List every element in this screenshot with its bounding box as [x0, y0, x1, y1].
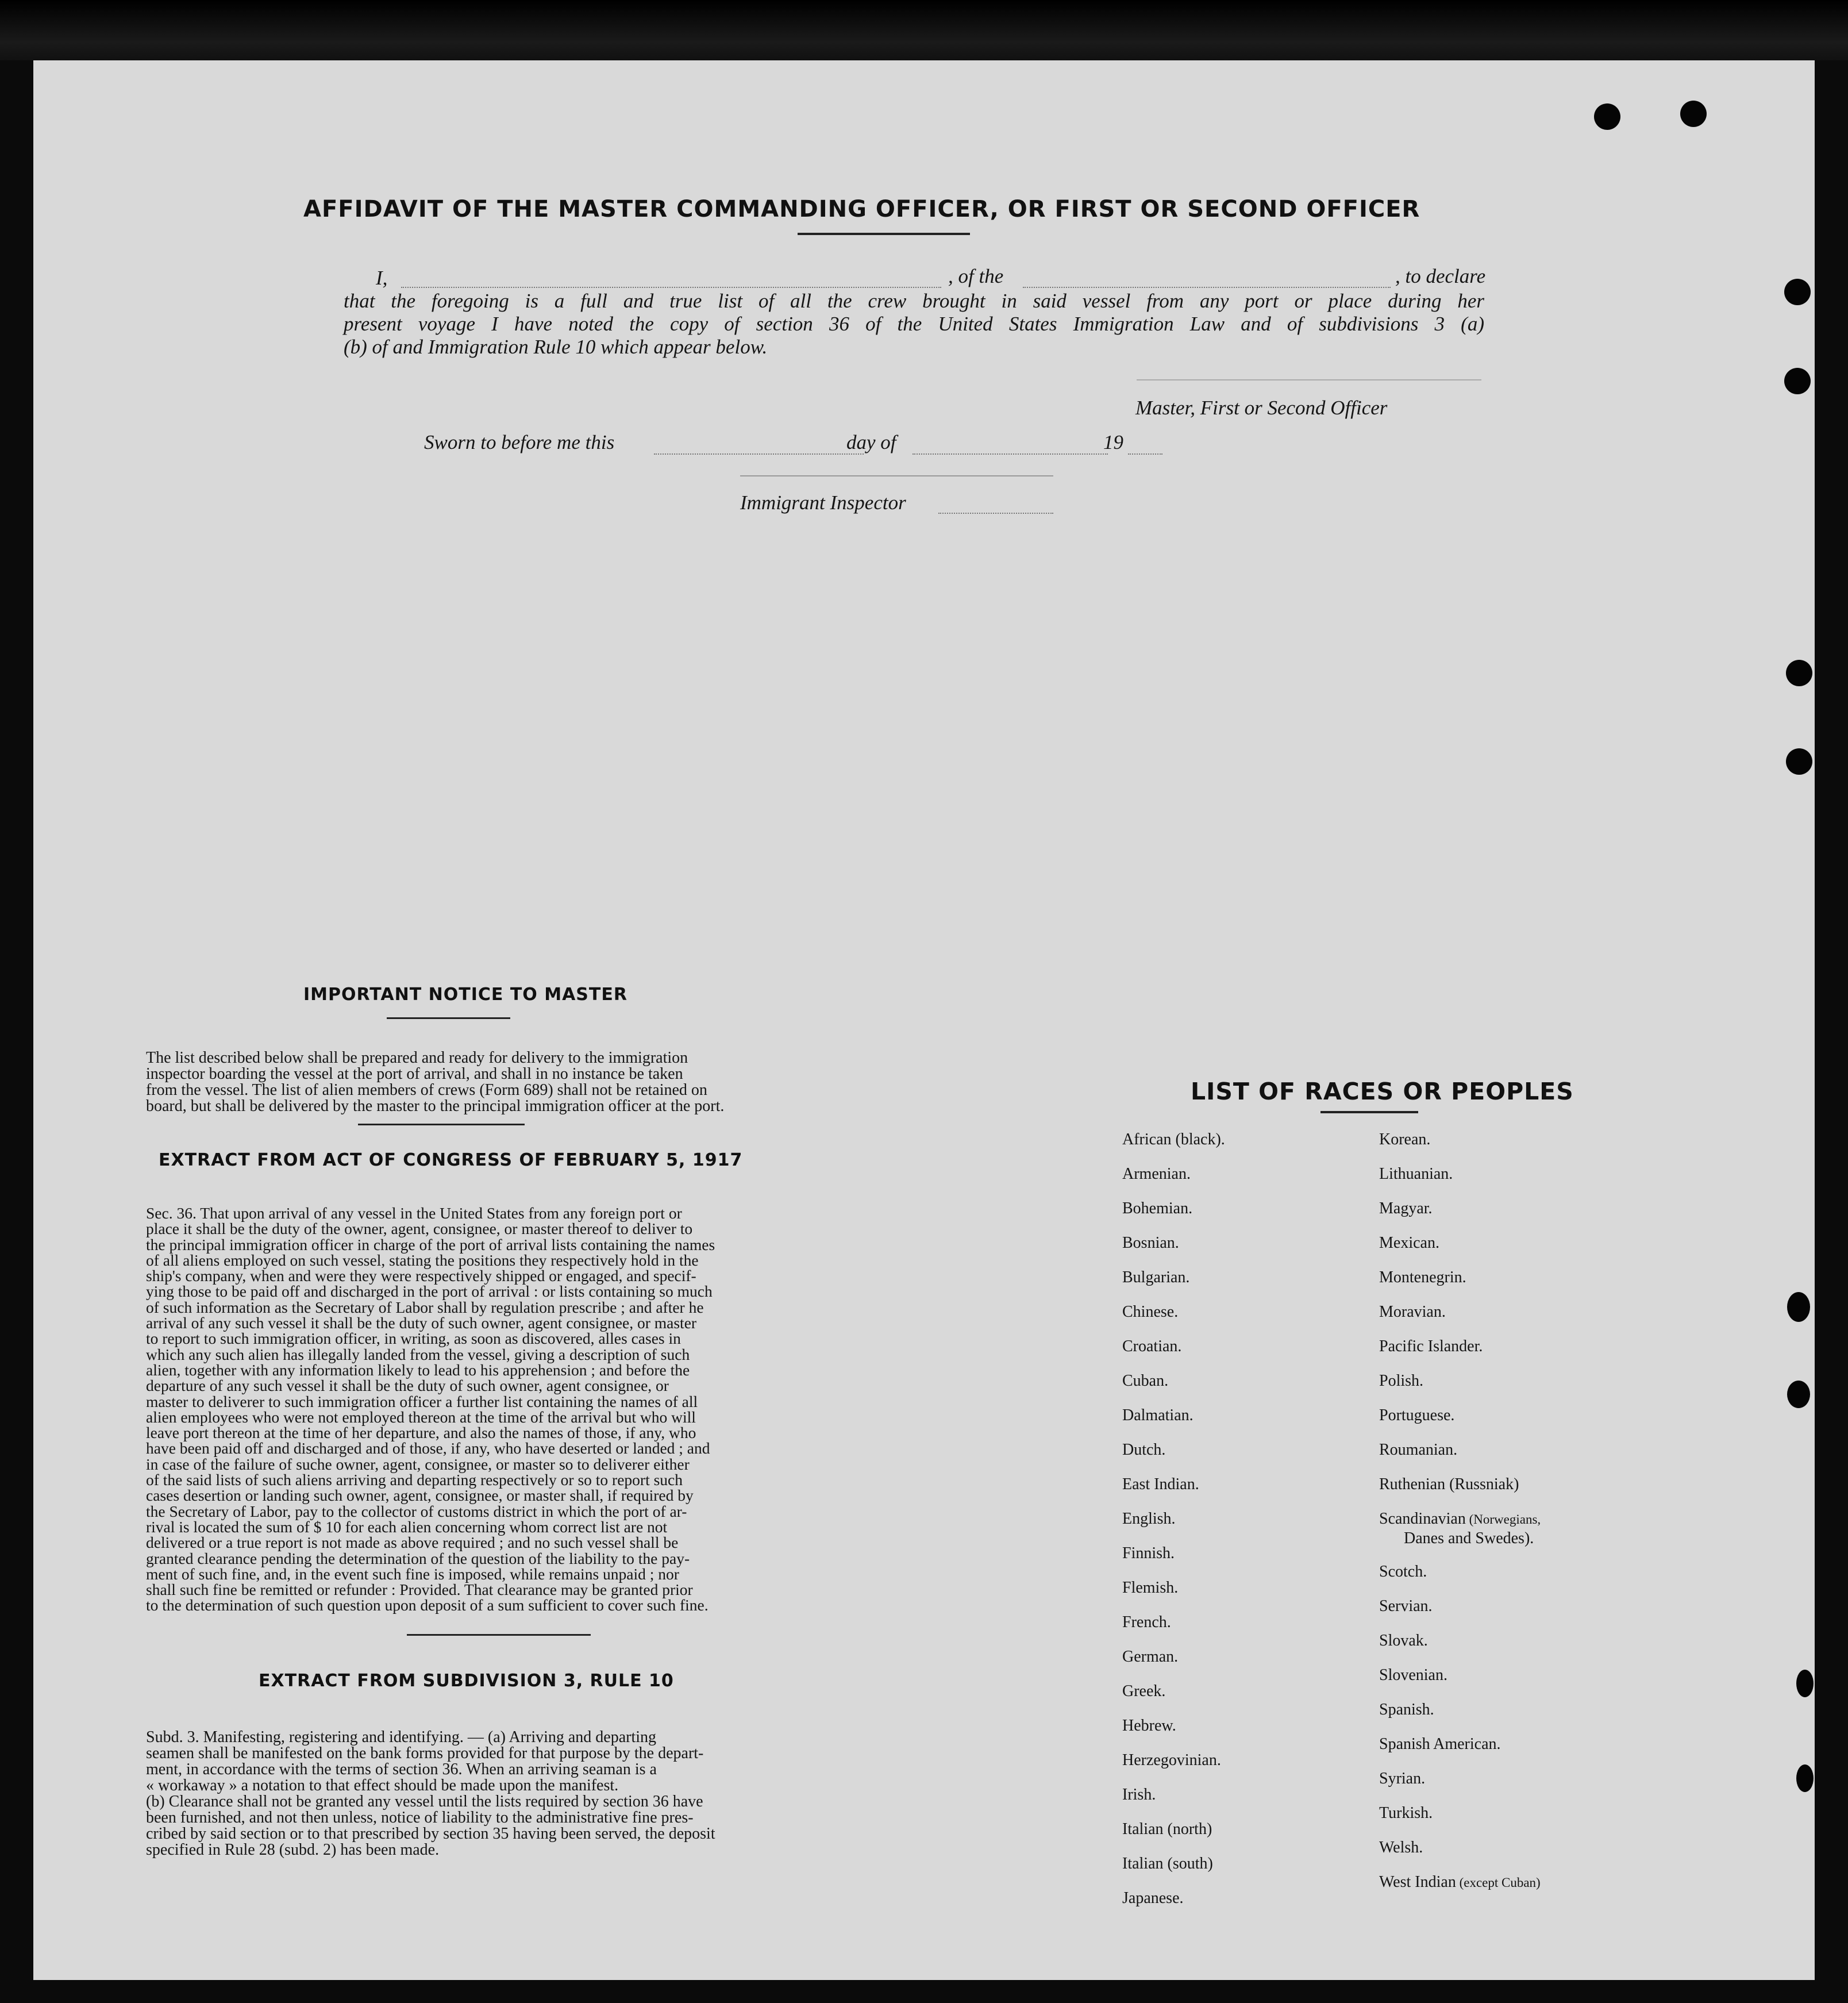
- inspector-label: Immigrant Inspector: [740, 491, 906, 514]
- race-item: Bohemian.: [1122, 1200, 1193, 1217]
- act-line: the Secretary of Labor, pay to the collector of customs district in which the port of ar-: [146, 1502, 687, 1520]
- act-text: [146, 1205, 841, 1613]
- race-item: Finnish.: [1122, 1544, 1175, 1562]
- act-line: rival is located the sum of $ 10 for each alien concerning whom correct list are not: [146, 1517, 668, 1536]
- act-line: departure of any such vessel it shall be the duty of such owner, agent consignee, or: [146, 1377, 669, 1395]
- race-item: Mexican.: [1379, 1234, 1439, 1252]
- day-of-label: day of: [846, 431, 896, 453]
- affidavit-i: I,: [376, 267, 388, 289]
- race-item: Slovak.: [1379, 1632, 1428, 1650]
- binder-hole: [1787, 1292, 1810, 1322]
- race-note: (except Cuban): [1456, 1875, 1541, 1890]
- act-line: of such information as the Secretary of Labor shall by regulation prescribe ; and after he: [146, 1298, 704, 1316]
- year-label: 19: [1103, 431, 1123, 453]
- race-item: Syrian.: [1379, 1770, 1426, 1787]
- race-item: Spanish.: [1379, 1701, 1434, 1718]
- sworn-label: Sworn to before me this: [424, 431, 615, 453]
- act-line: granted clearance pending the determination of the question of the liability to the pay-: [146, 1549, 690, 1567]
- race-item: Korean.: [1379, 1131, 1431, 1148]
- binder-hole: [1796, 1670, 1814, 1697]
- affidavit-line-2: that the foregoing is a full and true list of all the crew brought in said vessel from any port or place during her: [344, 290, 1484, 312]
- act-line: to report to such immigration officer, in writing, as soon as discovered, alles cases in: [146, 1329, 681, 1348]
- race-item: East Indian.: [1122, 1475, 1199, 1493]
- race-item: Polish.: [1379, 1372, 1424, 1390]
- signature-blank[interactable]: [1137, 379, 1481, 380]
- race-item: Spanish American.: [1379, 1735, 1501, 1753]
- document-sheet: [33, 60, 1815, 1980]
- subdivision-line: seamen shall be manifested on the bank forms provided for that purpose by the depart-: [146, 1744, 704, 1762]
- act-line: cases desertion or landing such owner, agent, consignee, or master shall, if required by: [146, 1486, 694, 1505]
- act-line: master to deliverer to such immigration officer a further list containing the names of all: [146, 1392, 698, 1410]
- act-line: to the determination of such question upon deposit of a sum sufficient to cover such fine.: [146, 1596, 709, 1614]
- notice-text: [146, 1050, 841, 1114]
- race-item: Cuban.: [1122, 1372, 1169, 1390]
- act-line: arrival of any such vessel it shall be the duty of such owner, agent consignee, or master: [146, 1314, 697, 1332]
- act-line: ying those to be paid off and discharged in the port of arrival : or lists containing so much: [146, 1282, 713, 1301]
- binder-hole: [1786, 748, 1812, 775]
- act-line: in case of the failure of suche owner, agent, consignee, or master so to deliverer either: [146, 1455, 690, 1473]
- race-item: French.: [1122, 1613, 1171, 1631]
- notice-heading: IMPORTANT NOTICE TO MASTER: [303, 985, 627, 1005]
- race-item: Irish.: [1122, 1786, 1156, 1804]
- subdivision-line: been furnished, and not then unless, notice of liability to the administrative fine pres-: [146, 1809, 694, 1827]
- race-item: Greek.: [1122, 1682, 1166, 1700]
- binder-hole: [1786, 660, 1812, 686]
- race-item: Hebrew.: [1122, 1717, 1176, 1735]
- race-item: Bulgarian.: [1122, 1268, 1190, 1286]
- notice-line: The list described below shall be prepared and ready for delivery to the immigration: [146, 1049, 688, 1067]
- act-line: Sec. 36. That upon arrival of any vessel in the United States from any foreign port or: [146, 1204, 682, 1222]
- binder-hole: [1594, 103, 1620, 130]
- inspector-signature-blank[interactable]: [740, 475, 1053, 476]
- act-line: delivered or a true report is not made as above required ; and no such vessel shall be: [146, 1533, 679, 1552]
- inspector-blank[interactable]: [938, 513, 1053, 514]
- race-item: Lithuanian.: [1379, 1165, 1453, 1183]
- act-line: which any such alien has illegally landed from the vessel, giving a description of such: [146, 1345, 690, 1363]
- act-line: place it shall be the duty of the owner, agent, consignee, or master thereof to deliver to: [146, 1220, 693, 1238]
- subdivision-line: (b) Clearance shall not be granted any vessel until the lists required by section 36 have: [146, 1793, 703, 1810]
- race-note: (Norwegians,: [1465, 1512, 1541, 1527]
- race-item: Dutch.: [1122, 1441, 1166, 1459]
- race-item: Chinese.: [1122, 1303, 1179, 1321]
- act-line: shall such fine be remitted or refunder : Provided. That clearance may be granted prior: [146, 1581, 693, 1599]
- act-line: leave port thereon at the time of her departure, and also the names of those, if any, who: [146, 1424, 696, 1442]
- race-item: German.: [1122, 1648, 1179, 1666]
- race-item: Servian.: [1379, 1597, 1433, 1615]
- race-item: Montenegrin.: [1379, 1268, 1466, 1286]
- act-line: ment of such fine, and, in the event such fine is imposed, while remains unpaid ; nor: [146, 1564, 679, 1583]
- race-item: Moravian.: [1379, 1303, 1446, 1321]
- notice-line: board, but shall be delivered by the master to the principal immigration officer at the port.: [146, 1097, 725, 1115]
- race-item: Magyar.: [1379, 1200, 1433, 1217]
- notice-line: inspector boarding the vessel at the port of arrival, and shall in no instance be taken: [146, 1065, 683, 1083]
- race-item: Herzegovinian.: [1122, 1751, 1221, 1769]
- subdivision-line: cribed by said section or to that prescribed by section 35 having been served, the deposit: [146, 1825, 715, 1843]
- notice-rule: [358, 1124, 525, 1125]
- scan-top-border: [0, 0, 1848, 60]
- race-item: Bosnian.: [1122, 1234, 1179, 1252]
- race-item: Flemish.: [1122, 1579, 1179, 1597]
- act-line: of the said lists of such aliens arriving and departing respectively or so to report such: [146, 1471, 683, 1489]
- subdivision-line: « workaway » a notation to that effect should be made upon the manifest.: [146, 1777, 619, 1794]
- notice-underline: [387, 1017, 510, 1019]
- subdivision-text: [146, 1729, 841, 1858]
- subdivision-line: ment, in accordance with the terms of section 36. When an arriving seaman is a: [146, 1760, 657, 1778]
- race-item: Roumanian.: [1379, 1441, 1458, 1459]
- race-item: Dalmatian.: [1122, 1406, 1194, 1424]
- affidavit-line-3: present voyage I have noted the copy of section 36 of the United States Immigration Law and of subdivisions 3 (a): [344, 313, 1484, 335]
- race-item: Turkish.: [1379, 1804, 1433, 1822]
- binder-hole: [1784, 368, 1811, 394]
- sworn-day-blank[interactable]: [654, 453, 864, 455]
- race-item: English.: [1122, 1510, 1176, 1528]
- signature-label: Master, First or Second Officer: [1135, 397, 1388, 419]
- act-line: alien employees who were not employed thereon at the time of the arrival but who will: [146, 1408, 696, 1426]
- subdivision-heading: EXTRACT FROM SUBDIVISION 3, RULE 10: [259, 1671, 674, 1691]
- race-item: Japanese.: [1122, 1889, 1184, 1907]
- subdivision-line: specified in Rule 28 (subd. 2) has been made.: [146, 1841, 440, 1859]
- act-line: of all aliens employed on such vessel, stating the positions they respectively hold in the: [146, 1251, 699, 1269]
- affidavit-title: AFFIDAVIT OF THE MASTER COMMANDING OFFICER, OR FIRST OR SECOND OFFICER: [303, 196, 1420, 222]
- subdivision-line: Subd. 3. Manifesting, registering and identifying. — (a) Arriving and departing: [146, 1728, 657, 1746]
- of-the-label: , of the: [948, 265, 1004, 287]
- race-item: Slovenian.: [1379, 1666, 1447, 1684]
- races-underline: [1320, 1111, 1418, 1113]
- act-heading: EXTRACT FROM ACT OF CONGRESS OF FEBRUARY 5, 1917: [159, 1150, 743, 1170]
- act-line: ship's company, when and were they were respectively shipped or engaged, and specif-: [146, 1267, 696, 1285]
- race-item: Pacific Islander.: [1379, 1337, 1483, 1355]
- binder-hole: [1680, 101, 1707, 127]
- race-item: Welsh.: [1379, 1839, 1423, 1856]
- race-item: Scotch.: [1379, 1563, 1427, 1581]
- act-line: the principal immigration officer in charge of the port of arrival lists containing the names: [146, 1235, 715, 1254]
- title-underline: [798, 233, 970, 235]
- act-rule: [407, 1634, 591, 1636]
- binder-hole: [1784, 279, 1811, 305]
- race-item: Italian (north): [1122, 1820, 1212, 1838]
- race-item: Scandinavian (Norwegians,: [1379, 1510, 1541, 1528]
- race-item: Ruthenian (Russniak): [1379, 1475, 1519, 1493]
- race-item: Portuguese.: [1379, 1406, 1455, 1424]
- act-line: have been paid off and discharged and of those, if any, who have deserted or landed ; and: [146, 1439, 710, 1458]
- year-blank[interactable]: [1128, 453, 1162, 455]
- binder-hole: [1787, 1381, 1810, 1408]
- act-line: alien, together with any information likely to lead to his apprehension ; and before the: [146, 1360, 690, 1379]
- race-item: West Indian (except Cuban): [1379, 1873, 1541, 1891]
- sworn-month-blank[interactable]: [913, 453, 1108, 455]
- race-item: Armenian.: [1122, 1165, 1191, 1183]
- races-heading: LIST OF RACES OR PEOPLES: [1191, 1078, 1574, 1105]
- race-item: Croatian.: [1122, 1337, 1182, 1355]
- race-item: Italian (south): [1122, 1855, 1213, 1873]
- notice-line: from the vessel. The list of alien members of crews (Form 689) shall not be retained on: [146, 1081, 707, 1099]
- affidavit-line-4: (b) of and Immigration Rule 10 which appear below.: [344, 336, 768, 358]
- race-item: African (black).: [1122, 1131, 1225, 1148]
- race-item: Danes and Swedes).: [1404, 1529, 1534, 1547]
- to-declare-label: , to declare: [1395, 265, 1486, 287]
- binder-hole: [1796, 1764, 1814, 1792]
